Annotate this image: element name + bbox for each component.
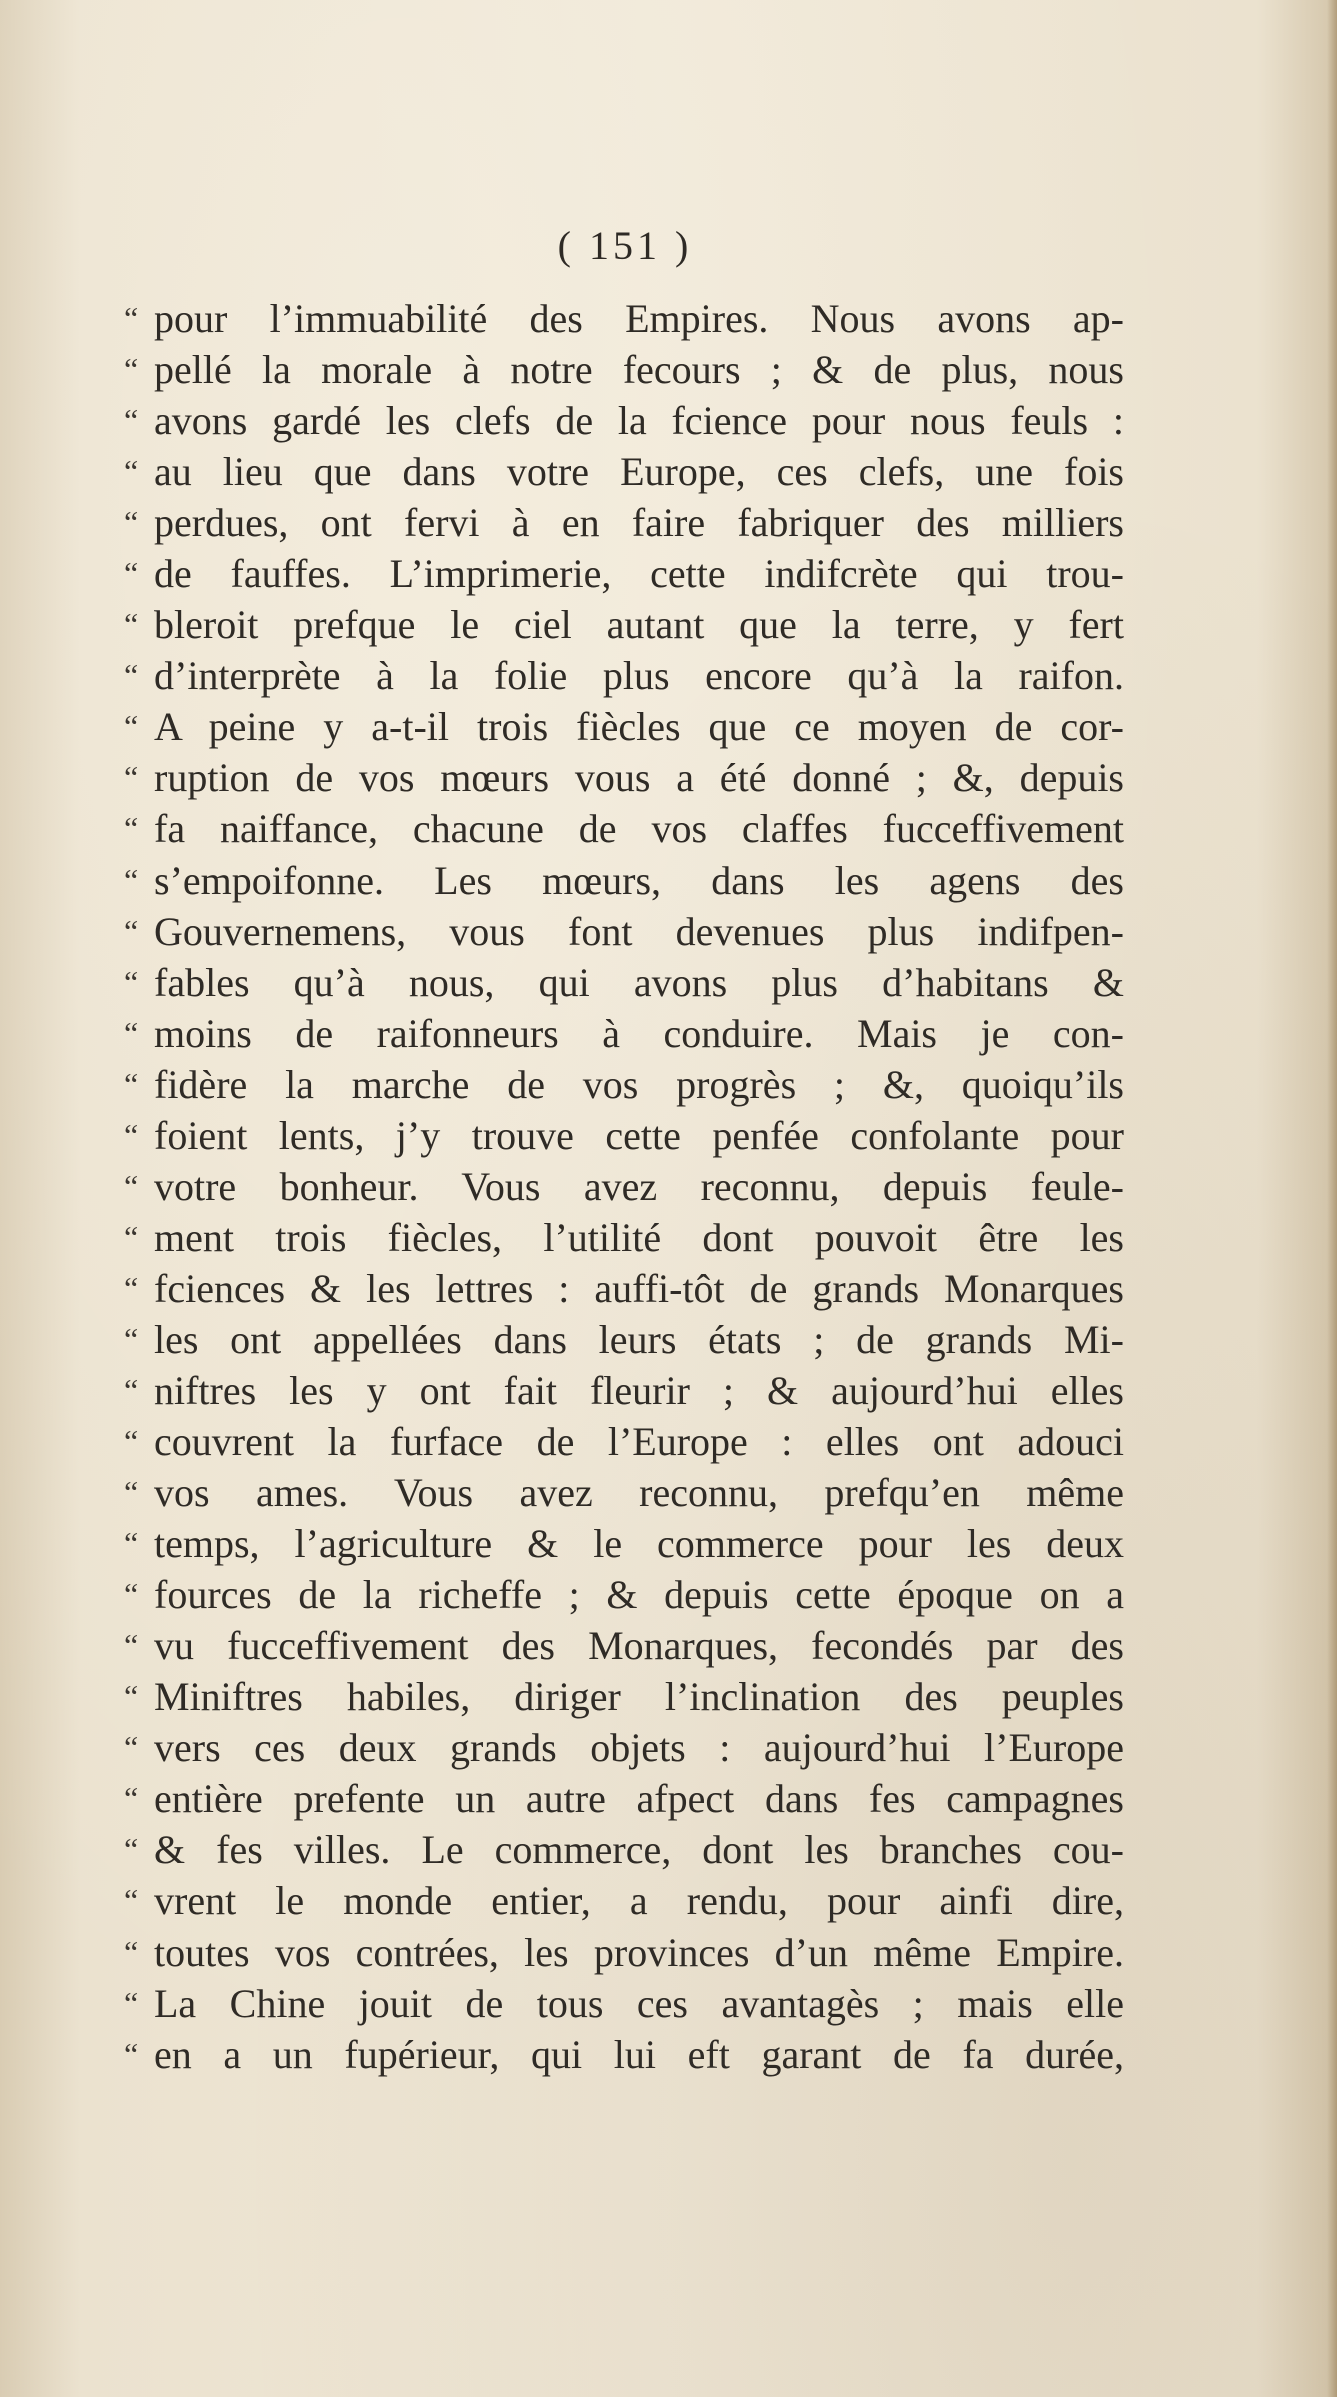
text-line	[124, 1110, 1124, 1161]
line-text: pour l’immuabilité des Empires. Nous avons ap-	[154, 296, 1124, 341]
line-text: fources de la richeffe ; & depuis cette époque on a	[154, 1572, 1124, 1618]
text-line	[124, 752, 1124, 803]
text-line	[124, 1773, 1124, 1824]
line-text: votre bonheur. Vous avez reconnu, depuis feule-	[154, 1163, 1124, 1209]
text-line	[124, 1161, 1124, 1212]
text-line	[124, 1314, 1124, 1365]
line-text: avons gardé les clefs de la fcience pour nous feuls :	[154, 398, 1124, 444]
quotation-mark: “	[124, 1780, 139, 1817]
quotation-mark: “	[124, 657, 139, 694]
text-line	[124, 395, 1124, 446]
quotation-mark: “	[124, 861, 139, 898]
line-text: fa naiffance, chacune de vos claffes fucceffivement	[154, 806, 1124, 852]
quotation-mark: “	[124, 402, 139, 439]
quotation-mark: “	[124, 1984, 139, 2021]
quotation-mark: “	[124, 504, 139, 541]
line-text: s’empoifonne. Les mœurs, dans les agens des	[154, 857, 1124, 903]
quotation-mark: “	[124, 1525, 139, 1562]
text-line	[124, 599, 1124, 650]
quotation-mark: “	[124, 1269, 139, 1306]
text-line	[124, 1518, 1124, 1569]
quotation-mark: “	[124, 1882, 139, 1919]
quotation-mark: “	[124, 810, 139, 847]
line-text: toutes vos contrées, les provinces d’un même Empire.	[154, 1929, 1124, 1975]
text-line	[124, 1722, 1124, 1773]
quotation-mark: “	[124, 708, 139, 745]
page-edge-shadow	[1327, 0, 1337, 2397]
line-text: d’interprète à la folie plus encore qu’à la raifon.	[154, 653, 1124, 699]
line-text: fidère la marche de vos progrès ; &, quoiqu’ils	[154, 1061, 1124, 1107]
line-text: vers ces deux grands objets : aujourd’hui l’Europe	[154, 1725, 1124, 1771]
quotation-mark: “	[124, 1627, 139, 1664]
line-text: vos ames. Vous avez reconnu, prefqu’en même	[154, 1470, 1124, 1516]
text-line	[124, 1927, 1124, 1978]
quotation-mark: “	[124, 912, 139, 949]
line-text: perdues, ont fervi à en faire fabriquer des milliers	[154, 500, 1124, 546]
line-text: au lieu que dans votre Europe, ces clefs, une fois	[154, 449, 1124, 495]
line-text: Gouvernemens, vous font devenues plus indifpen-	[154, 908, 1124, 954]
quotation-mark: “	[124, 1116, 139, 1153]
text-line	[124, 1365, 1124, 1416]
text-line	[124, 1212, 1124, 1263]
text-line	[124, 855, 1124, 906]
line-text: fables qu’à nous, qui avons plus d’habitans &	[154, 959, 1124, 1005]
text-line	[124, 2029, 1124, 2080]
quotation-mark: “	[124, 1065, 139, 1102]
line-text: bleroit prefque le ciel autant que la terre, y fert	[154, 602, 1124, 648]
text-line	[124, 1978, 1124, 2029]
quotation-mark: “	[124, 1933, 139, 1970]
quotation-mark: “	[124, 453, 139, 490]
quotation-mark: “	[124, 1474, 139, 1511]
text-line	[124, 650, 1124, 701]
text-line	[124, 293, 1124, 344]
line-text: moins de raifonneurs à conduire. Mais je con-	[154, 1010, 1124, 1056]
line-text: couvrent la furface de l’Europe : elles ont adouci	[154, 1419, 1124, 1465]
quotation-mark: “	[124, 1320, 139, 1357]
text-line	[124, 1875, 1124, 1926]
quotation-mark: “	[124, 555, 139, 592]
text-line	[124, 1059, 1124, 1110]
line-text: & fes villes. Le commerce, dont les branches cou-	[154, 1827, 1124, 1873]
text-line	[124, 1263, 1124, 1314]
text-line	[124, 957, 1124, 1008]
quotation-mark: “	[124, 2035, 139, 2072]
line-text: La Chine jouit de tous ces avantagès ; mais elle	[154, 1980, 1124, 2026]
quotation-mark: “	[124, 1729, 139, 1766]
text-line	[124, 1671, 1124, 1722]
quotation-mark: “	[124, 1831, 139, 1868]
quotation-mark: “	[124, 759, 139, 796]
quotation-mark: “	[124, 963, 139, 1000]
line-text: pellé la morale à notre fecours ; & de plus, nous	[154, 347, 1124, 393]
line-text: vrent le monde entier, a rendu, pour ainfi dire,	[154, 1878, 1124, 1924]
quotation-mark: “	[124, 1576, 139, 1613]
text-line	[124, 803, 1124, 854]
line-text: niftres les y ont fait fleurir ; & aujourd’hui elles	[154, 1367, 1124, 1413]
text-line	[124, 701, 1124, 752]
page-number: ( 151 )	[557, 223, 693, 268]
line-text: A peine y a-t-il trois fiècles que ce moyen de cor-	[154, 704, 1124, 750]
quotation-mark: “	[124, 1014, 139, 1051]
text-line	[124, 446, 1124, 497]
line-text: Miniftres habiles, diriger l’inclination des peuples	[154, 1674, 1124, 1720]
text-line	[124, 497, 1124, 548]
quotation-mark: “	[124, 1218, 139, 1255]
quotation-mark: “	[124, 1423, 139, 1460]
quotation-mark: “	[124, 1678, 139, 1715]
quotation-mark: “	[124, 606, 139, 643]
text-line	[124, 344, 1124, 395]
quotation-mark: “	[124, 300, 139, 336]
body-text	[124, 293, 1124, 2080]
line-text: de fauffes. L’imprimerie, cette indifcrète qui trou-	[154, 551, 1124, 597]
text-line	[124, 1467, 1124, 1518]
text-line	[124, 1008, 1124, 1059]
text-line	[124, 906, 1124, 957]
line-text: entière prefente un autre afpect dans fes campagnes	[154, 1776, 1124, 1822]
text-line	[124, 548, 1124, 599]
text-line	[124, 1569, 1124, 1620]
line-text: les ont appellées dans leurs états ; de grands Mi-	[154, 1316, 1124, 1362]
line-text: foient lents, j’y trouve cette penfée confolante pour	[154, 1112, 1124, 1158]
text-line	[124, 1620, 1124, 1671]
quotation-mark: “	[124, 351, 139, 388]
text-line	[124, 1416, 1124, 1467]
line-text: ment trois fiècles, l’utilité dont pouvoit être les	[154, 1214, 1124, 1260]
text-line	[124, 1824, 1124, 1875]
quotation-mark: “	[124, 1167, 139, 1204]
line-text: ruption de vos mœurs vous a été donné ; &, depuis	[154, 755, 1124, 801]
line-text: vu fucceffivement des Monarques, fecondés par des	[154, 1623, 1124, 1669]
quotation-mark: “	[124, 1371, 139, 1408]
line-text: temps, l’agriculture & le commerce pour les deux	[154, 1521, 1124, 1567]
line-text: en a un fupérieur, qui lui eft garant de fa durée,	[154, 2031, 1124, 2077]
line-text: fciences & les lettres : auffi-tôt de grands Monarques	[154, 1265, 1124, 1311]
